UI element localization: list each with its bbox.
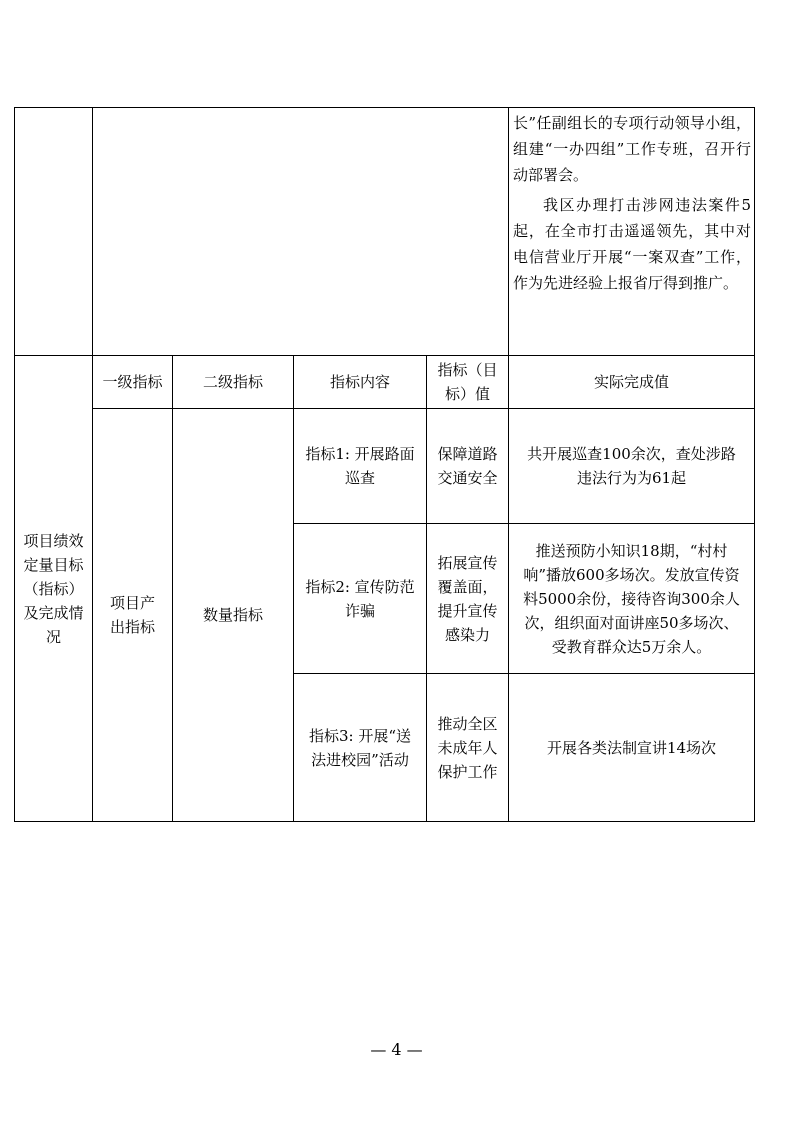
table-bottom-border [14,821,755,822]
level1-value-cell [93,409,172,821]
row1-target: 保障道路交通安全 [437,445,498,487]
row3-actual-cell [509,674,754,821]
header-actual: 实际完成值 [593,373,669,391]
row1-content-cell [294,409,426,523]
header-level1-cell [93,356,172,408]
header-content: 指标内容 [329,373,390,391]
row1-target-cell [427,409,508,523]
row3-content: 指标3: 开展“送法进校园”活动 [308,726,412,769]
row2-content-cell [294,524,426,673]
row2-actual: 推送预防小知识18期，“村村响”播放600多场次。发放宣传资料5000余份，接待咨询300余人次，组织面对面讲座50多场次、受教育群众达5万余人。 [523,541,740,656]
section-label: 项目绩效定量目标（指标）及完成情况 [23,531,84,646]
level2-value: 数量指标 [202,606,263,624]
row2-content: 指标2: 宣传防范诈骗 [305,577,415,620]
header-level1: 一级指标 [102,373,163,391]
header-target: 指标（目标）值 [437,361,498,403]
continued-paragraph-1: 长”任副组长的专项行动领导小组，组建“一办四组”工作专班，召开行动部署会。 [513,114,751,184]
table-top-border [14,107,755,108]
level1-value: 项目产出指标 [109,594,155,636]
row1-actual-cell [509,409,754,523]
table-right-border [754,107,755,822]
section-label-cell [15,356,92,821]
header-target-cell [427,356,508,408]
row2-actual-cell [509,524,754,673]
row1-actual: 共开展巡查100余次，查处涉路违法行为为61起 [527,445,736,487]
continued-actual-cell [513,110,751,354]
row1-content: 指标1: 开展路面巡查 [305,445,415,487]
row2-target-cell [427,524,508,673]
row2-target: 拓展宣传覆盖面，提升宣传感染力 [437,553,498,644]
page-number: — 4 — [370,1040,423,1059]
level2-value-cell [173,409,293,821]
row3-target: 推动全区未成年人保护工作 [437,714,498,781]
continued-paragraph-2: 我区办理打击涉网违法案件5起，在全市打击遥遥领先，其中对电信营业厅开展“一案双查”工作，作为先进经验上报省厅得到推广。 [513,196,751,292]
row3-content-cell [294,674,426,821]
header-level2-cell [173,356,293,408]
header-actual-cell [509,356,754,408]
row3-actual: 开展各类法制宣讲14场次 [546,738,717,757]
header-content-cell [294,356,426,408]
row3-target-cell [427,674,508,821]
header-level2: 二级指标 [202,373,263,391]
